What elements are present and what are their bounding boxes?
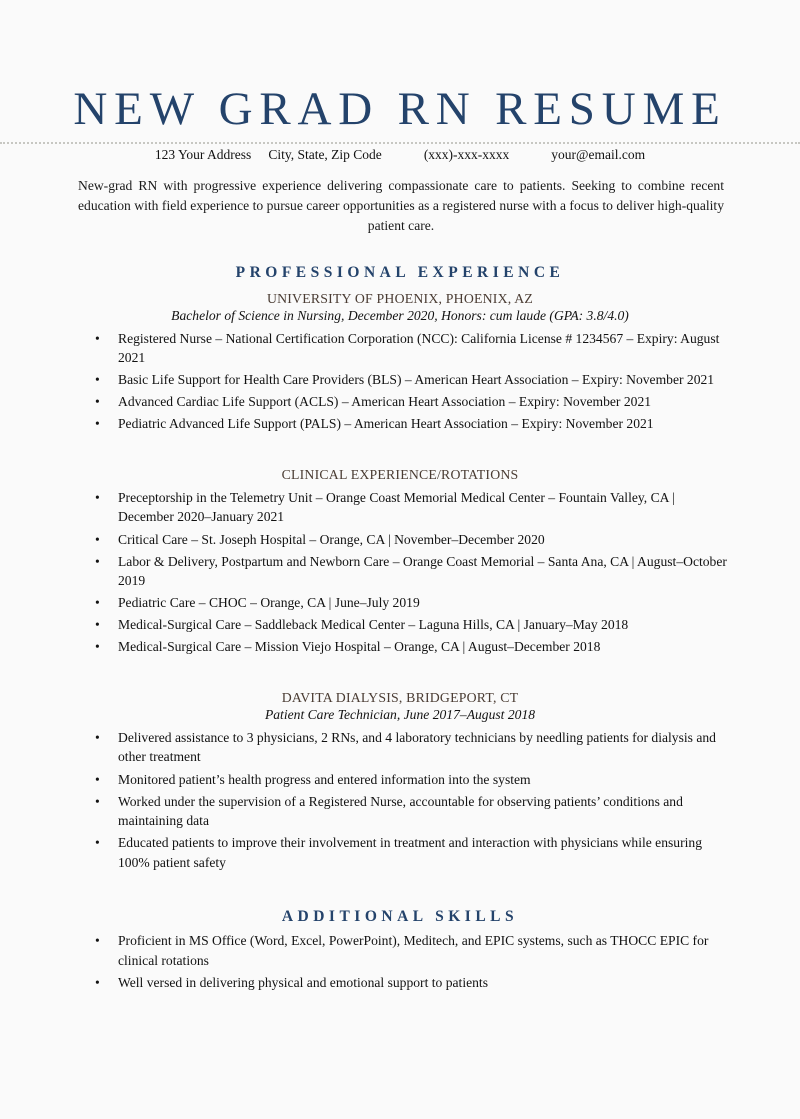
bullet-item: • Preceptorship in the Telemetry Unit – Orange Coast Memorial Medical Center – Fountain Valley, CA | December 2020–January 2021	[118, 488, 732, 527]
contact-city-state-zip: City, State, Zip Code	[268, 146, 382, 162]
section-heading-additional-skills: ADDITIONAL SKILLS	[281, 908, 519, 926]
contact-address: 123 Your Address	[154, 146, 252, 162]
contact-phone: (xxx)-xxx-xxxx	[423, 146, 510, 162]
section-heading-professional-experience: PROFESSIONAL EXPERIENCE	[235, 263, 565, 281]
org-heading-clinical-rotations: CLINICAL EXPERIENCE/ROTATIONS	[281, 466, 519, 482]
bullet-item: • Proficient in MS Office (Word, Excel, PowerPoint), Meditech, and EPIC systems, such as THOCC EPIC for clinical rotations	[118, 931, 732, 970]
bullet-item: • Medical-Surgical Care – Mission Viejo Hospital – Orange, CA | August–December 2018	[118, 637, 732, 657]
header-divider	[0, 142, 800, 144]
bullet-item: • Well versed in delivering physical and emotional support to patients	[118, 973, 732, 993]
bullet-item: • Delivered assistance to 3 physicians, 2 RNs, and 4 laboratory technicians by needling patients for dialysis and other treatment	[118, 728, 732, 767]
bullet-item: • Monitored patient’s health progress and entered information into the system	[118, 770, 732, 790]
contact-email-wrap	[526, 147, 534, 163]
bullet-item: • Advanced Cardiac Life Support (ACLS) – American Heart Association – Expiry: November 2021	[118, 392, 732, 412]
bullet-item: • Pediatric Advanced Life Support (PALS) – American Heart Association – Expiry: November 2021	[118, 414, 732, 434]
bullet-item: • Medical-Surgical Care – Saddleback Medical Center – Laguna Hills, CA | January–May 2018	[118, 615, 732, 635]
bullet-item: • Registered Nurse – National Certification Corporation (NCC): California License # 1234567 – Expiry: August 2021	[118, 329, 732, 368]
org-heading-university-of-phoenix: UNIVERSITY OF PHOENIX, PHOENIX, AZ	[266, 290, 534, 306]
education-bullet-list	[0, 329, 800, 434]
bullet-item: • Educated patients to improve their involvement in treatment and interaction with physicians while ensuring 100% patient safety	[118, 833, 732, 872]
bullet-item: • Pediatric Care – CHOC – Orange, CA | June–July 2019	[118, 593, 732, 613]
contact-phone-wrap	[399, 147, 407, 163]
bullet-item: • Worked under the supervision of a Registered Nurse, accountable for observing patients’ conditions and maintaining data	[118, 792, 732, 831]
skills-bullet-list	[0, 931, 800, 992]
clinical-bullet-list	[0, 488, 800, 657]
resume-document	[0, 84, 800, 1119]
role-subheading-patient-care-technician: Patient Care Technician, June 2017–August 2018	[264, 706, 536, 722]
bullet-item: • Basic Life Support for Health Care Providers (BLS) – American Heart Association – Expiry: November 2021	[118, 370, 732, 390]
bullet-item: • Critical Care – St. Joseph Hospital – Orange, CA | November–December 2020	[118, 530, 732, 550]
contact-line	[0, 147, 800, 163]
page-title: NEW GRAD RN RESUME	[73, 83, 727, 135]
summary-paragraph: New-grad RN with progressive experience delivering compassionate care to patients. Seeking to combine recent education with field experience to pursue career opportunities as a registered nurse with a focus to deliver high-quality patient care.	[78, 177, 724, 233]
davita-bullet-list	[0, 728, 800, 872]
org-heading-davita-dialysis: DAVITA DIALYSIS, BRIDGEPORT, CT	[281, 689, 519, 705]
contact-email: your@email.com	[551, 146, 646, 162]
degree-subheading: Bachelor of Science in Nursing, December 2020, Honors: cum laude (GPA: 3.8/4.0)	[171, 307, 629, 323]
bullet-item: • Labor & Delivery, Postpartum and Newborn Care – Orange Coast Memorial – Santa Ana, CA | August–October 2019	[118, 552, 732, 591]
